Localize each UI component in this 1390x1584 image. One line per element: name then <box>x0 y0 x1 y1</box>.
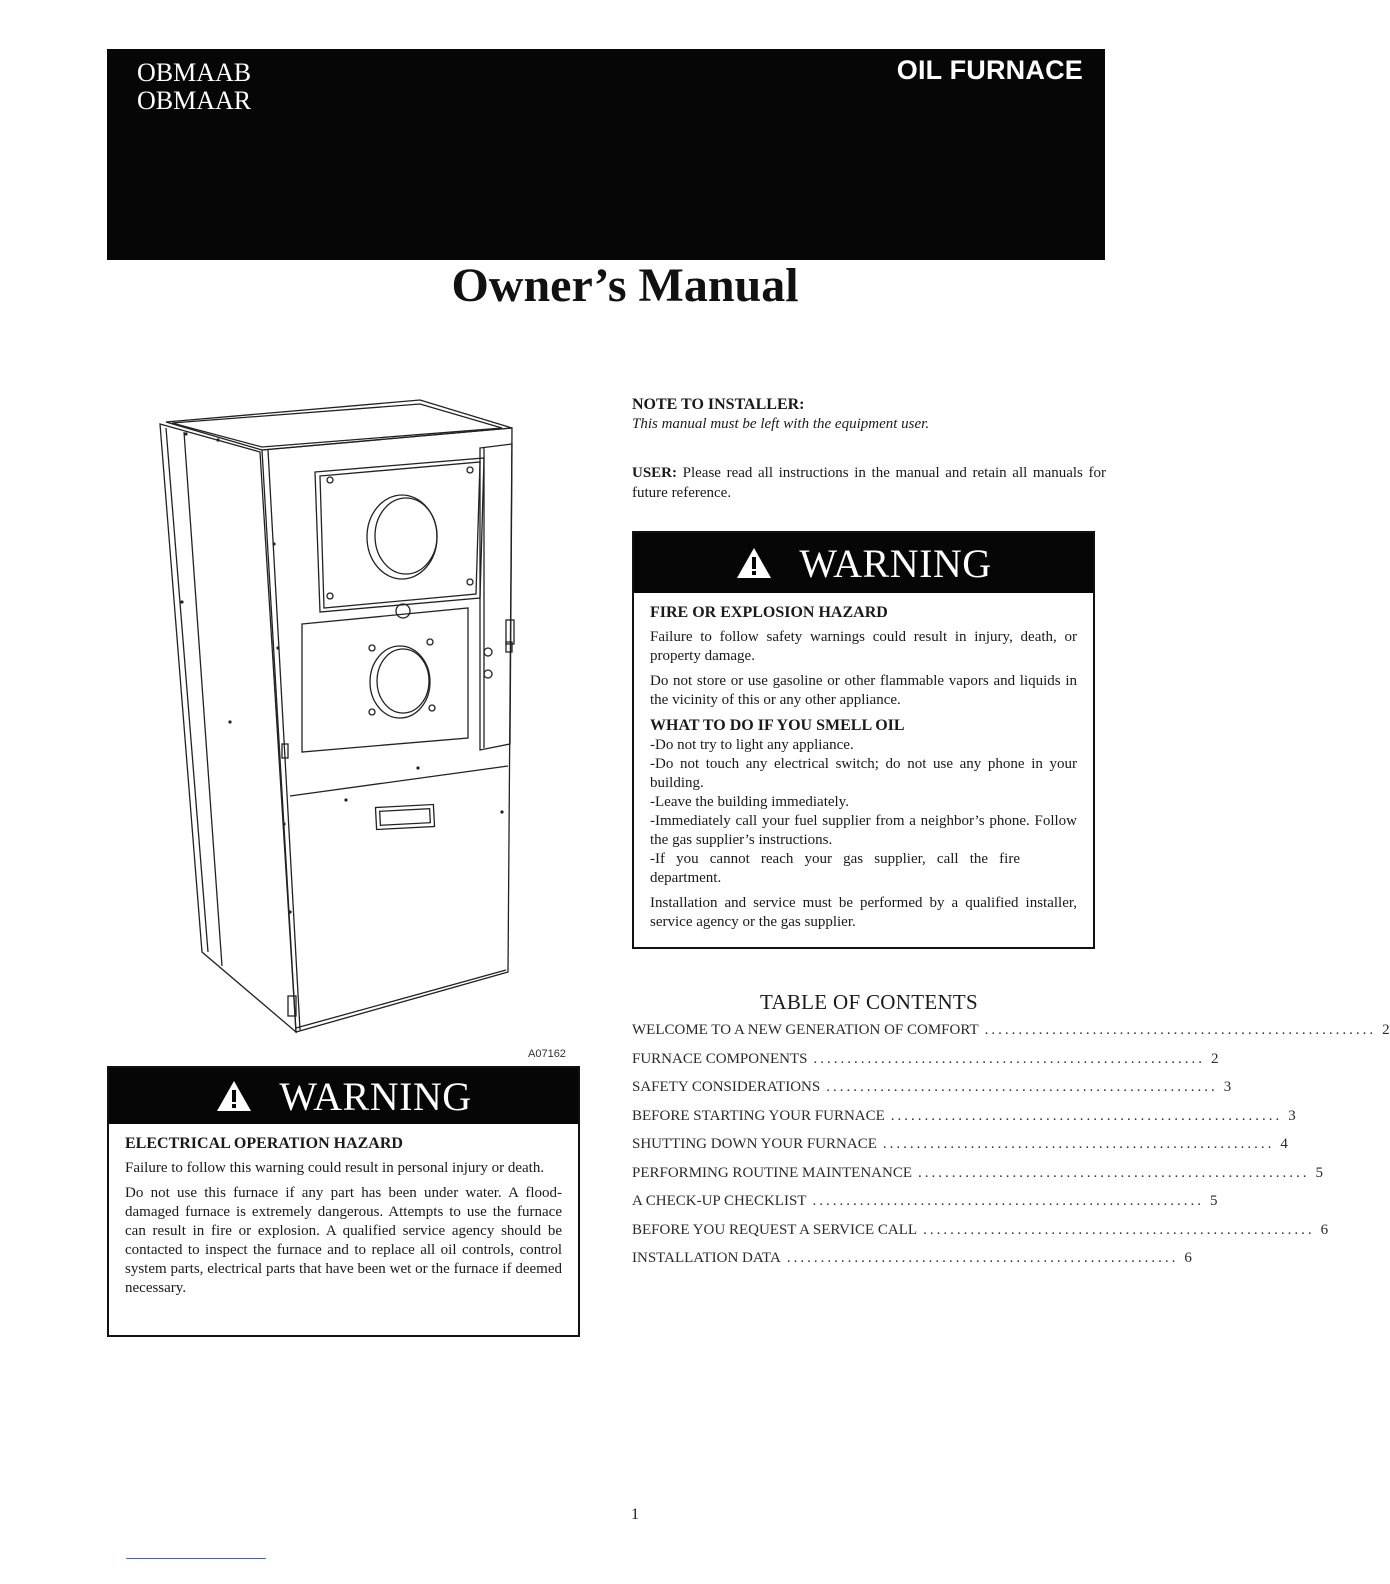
warning-paragraph: Do not use this furnace if any part has been under water. A flood-damaged furnace is extremely dangerous. Attempts to use the furnace can result in fire or explosion. A qualified service agency should be contacted to inspect the furnace and to replace all oil controls, control system parts, electrical parts that have been wet or the furnace if deemed necessary. <box>125 1185 562 1296</box>
model-number: OBMAAR <box>137 86 252 115</box>
warning-header <box>634 533 1093 593</box>
action-item: -If you cannot reach your gas supplier, call the fire department. <box>650 851 1020 886</box>
note-text: This manual must be left with the equipment user. <box>632 416 930 432</box>
user-label: USER: <box>632 465 678 481</box>
product-type: OIL FURNACE <box>896 55 1083 85</box>
toc-page: 2 <box>1210 1050 1219 1067</box>
warning-title: WARNING <box>799 540 992 586</box>
warning-title: WARNING <box>279 1073 472 1119</box>
hazard-title: ELECTRICAL OPERATION HAZARD <box>125 1135 403 1152</box>
toc-dot-leader: .......................................................... <box>826 1079 1218 1095</box>
toc-entry[interactable] <box>632 1107 1296 1137</box>
furnace-illustration <box>150 392 530 1052</box>
toc-label: SHUTTING DOWN YOUR FURNACE <box>632 1136 877 1152</box>
table-of-contents <box>632 1022 1390 1279</box>
toc-page: 3 <box>1223 1079 1232 1095</box>
warning-triangle-icon <box>215 1079 253 1113</box>
toc-label: A CHECK-UP CHECKLIST <box>632 1193 807 1209</box>
note-heading: NOTE TO INSTALLER: <box>632 396 805 413</box>
toc-dot-leader: .......................................................... <box>923 1221 1315 1238</box>
toc-label: BEFORE STARTING YOUR FURNACE <box>632 1107 885 1124</box>
page-number: 1 <box>631 1506 639 1523</box>
user-text: Please read all instructions in the manual and retain all manuals for future reference. <box>632 465 1106 501</box>
warning-paragraph: Failure to follow safety warnings could result in injury, death, or property damage. <box>650 629 1077 664</box>
warning-paragraph: Installation and service must be performed by a qualified installer, service agency or the gas supplier. <box>650 895 1077 930</box>
toc-entry[interactable] <box>632 1250 1192 1279</box>
toc-label: INSTALLATION DATA <box>632 1250 781 1266</box>
toc-label: BEFORE YOU REQUEST A SERVICE CALL <box>632 1221 918 1238</box>
toc-dot-leader: .......................................................... <box>918 1164 1310 1181</box>
toc-page: 6 <box>1320 1221 1329 1238</box>
toc-label: WELCOME TO A NEW GENERATION OF COMFORT <box>632 1022 979 1038</box>
toc-page: 2 <box>1382 1022 1390 1038</box>
figure-code: A07162 <box>528 1048 566 1060</box>
header-band <box>107 49 1105 260</box>
toc-label: SAFETY CONSIDERATIONS <box>632 1079 821 1095</box>
action-item: -Do not touch any electrical switch; do not use any phone in your building. <box>650 756 1077 791</box>
toc-dot-leader: .......................................................... <box>882 1136 1275 1152</box>
fire-explosion-warning-box <box>632 531 1095 949</box>
toc-title: TABLE OF CONTENTS <box>759 990 979 1014</box>
toc-dot-leader: .......................................................... <box>890 1107 1283 1124</box>
toc-entry[interactable] <box>632 1136 1288 1165</box>
toc-dot-leader: .......................................................... <box>813 1050 1205 1067</box>
action-item: -Do not try to light any appliance. <box>650 737 854 753</box>
toc-dot-leader: .......................................................... <box>786 1250 1179 1266</box>
toc-entry[interactable] <box>632 1193 1218 1222</box>
toc-label: PERFORMING ROUTINE MAINTENANCE <box>632 1164 912 1181</box>
warning-body <box>634 593 1093 944</box>
toc-dot-leader: .......................................................... <box>984 1022 1377 1038</box>
toc-page: 6 <box>1184 1250 1192 1266</box>
toc-label: FURNACE COMPONENTS <box>632 1050 808 1067</box>
toc-page: 4 <box>1280 1136 1288 1152</box>
toc-page: 5 <box>1209 1193 1218 1209</box>
smell-oil-heading: WHAT TO DO IF YOU SMELL OIL <box>650 717 905 734</box>
warning-triangle-icon <box>735 546 773 580</box>
warning-paragraph: Failure to follow this warning could result in personal injury or death. <box>125 1160 545 1176</box>
warning-header <box>109 1068 578 1124</box>
footer-rule <box>126 1558 266 1559</box>
hazard-title: FIRE OR EXPLOSION HAZARD <box>650 604 888 621</box>
toc-entry[interactable] <box>632 1079 1232 1108</box>
toc-entry[interactable] <box>632 1221 1329 1251</box>
model-number: OBMAAB <box>137 58 252 87</box>
electrical-warning-box <box>107 1066 580 1337</box>
toc-page: 3 <box>1288 1107 1296 1124</box>
action-item: -Immediately call your fuel supplier from a neighbor’s phone. Follow the gas supplier’s instructions. <box>650 813 1077 848</box>
page-title: Owner’s Manual <box>451 259 799 312</box>
user-instructions <box>632 463 1106 503</box>
toc-page: 5 <box>1315 1164 1323 1181</box>
toc-entry[interactable] <box>632 1164 1323 1194</box>
toc-entry[interactable] <box>632 1022 1390 1051</box>
smell-oil-actions <box>650 736 1077 888</box>
warning-paragraph: Do not store or use gasoline or other flammable vapors and liquids in the vicinity of this or any other appliance. <box>650 673 1077 708</box>
warning-body <box>109 1124 578 1310</box>
action-item: -Leave the building immediately. <box>650 794 849 810</box>
toc-entry[interactable] <box>632 1050 1219 1080</box>
toc-dot-leader: .......................................................... <box>812 1193 1204 1209</box>
